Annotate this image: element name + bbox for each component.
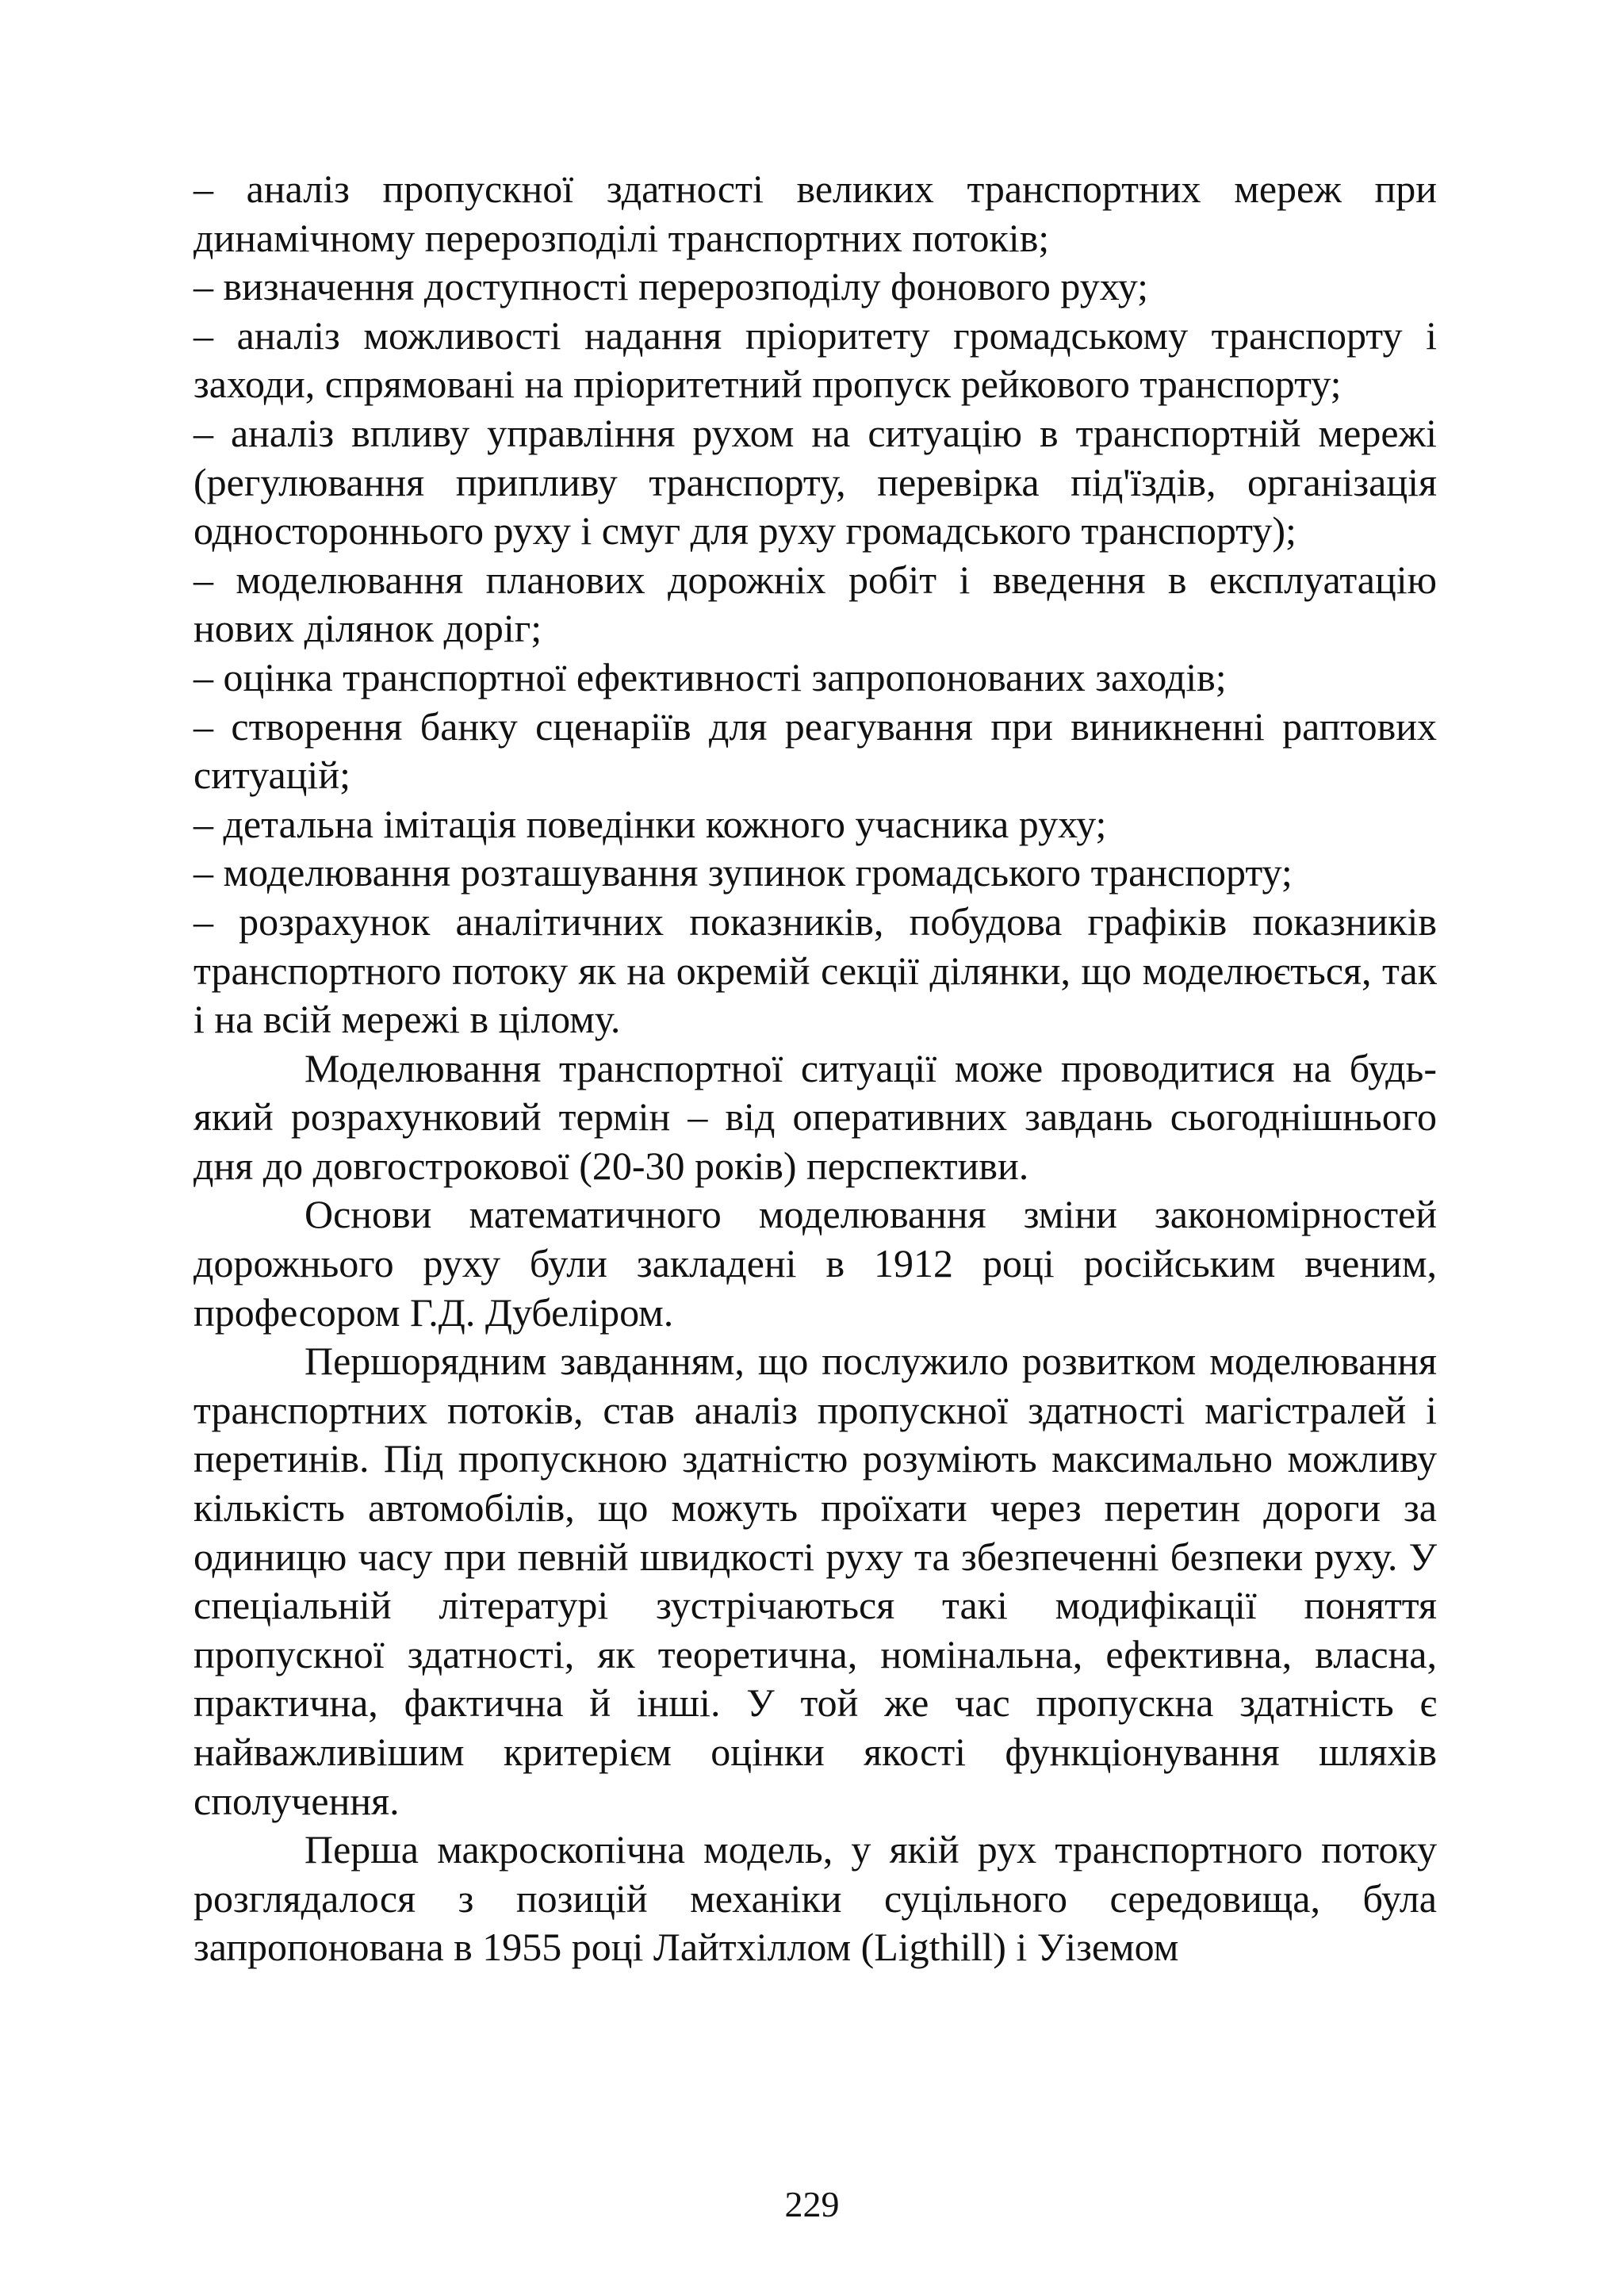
list-item: – аналіз пропускної здатності великих транспортних мереж при динамічному перерозподілі транспортних потоків; <box>193 167 1437 260</box>
list-item: – аналіз впливу управління рухом на ситуацію в транспортній мережі (регулювання припливу транспорту, перевірка під'їздів, організація одностороннього руху і смуг для руху громадського транспорту); <box>193 410 1437 554</box>
list-item: – аналіз можливості надання пріоритету громадському транспорту і заходи, спрямовані на пріоритетний пропуск рейкового транспорту; <box>193 312 1437 407</box>
list-item: – детальна імітація поведінки кожного учасника руху; <box>193 801 1107 846</box>
list-item: – оцінка транспортної ефективності запропонованих заходів; <box>193 654 1227 699</box>
paragraph-modeling-term: Моделювання транспортної ситуації може проводитися на будь-який розрахунковий термін – від оперативних завдань сьогоднішнього дня до довгострокової (20-30 років) перспективи. <box>193 1045 1437 1188</box>
page-body <box>193 165 1437 1972</box>
list-item: – моделювання планових дорожніх робіт і введення в експлуатацію нових ділянок доріг; <box>193 557 1437 651</box>
paragraph-capacity: Першорядним завданням, що послужило розвитком моделювання транспортних потоків, став аналіз пропускної здатності магістралей і перетинів. Під пропускною здатністю розуміють максимально можливу кількість автомобілів, що можуть проїхати через перетин дороги за одиницю часу при певній швидкості руху та збезпеченні безпеки руху. У спеціальній літературі зустрічаються такі модифікації поняття пропускної здатності, як теоретична, номінальна, ефективна, власна, практична, фактична й інші. У той же час пропускна здатність є найважливішим критерієм оцінки якості функціонування шляхів сполучення. <box>193 1339 1437 1823</box>
list-item: – моделювання розташування зупинок громадського транспорту; <box>193 850 1293 895</box>
body-paragraphs <box>193 1044 1437 1972</box>
paragraph-macroscopic-model: Перша макроскопічна модель, у якій рух транспортного потоку розглядалося з позицій механіки суцільного середовища, була запропонована в 1955 році Лайтхіллом (Ligthill) і Уіземом <box>193 1827 1437 1970</box>
page-number: 229 <box>784 2184 840 2224</box>
list-item: – створення банку сценаріїв для реагування при виникненні раптових ситуацій; <box>193 703 1437 798</box>
list-item: – розрахунок аналітичних показників, побудова графіків показників транспортного потоку як на окремій секції ділянки, що моделюється, так і на всій мережі в цілому. <box>193 898 1437 1042</box>
bullet-list <box>193 165 1437 1044</box>
list-item: – визначення доступності перерозподілу фонового руху; <box>193 264 1149 309</box>
paragraph-foundations: Основи математичного моделювання зміни закономірностей дорожнього руху були закладені в 1912 році російським вченим, професором Г.Д. Дубеліром. <box>193 1192 1437 1335</box>
